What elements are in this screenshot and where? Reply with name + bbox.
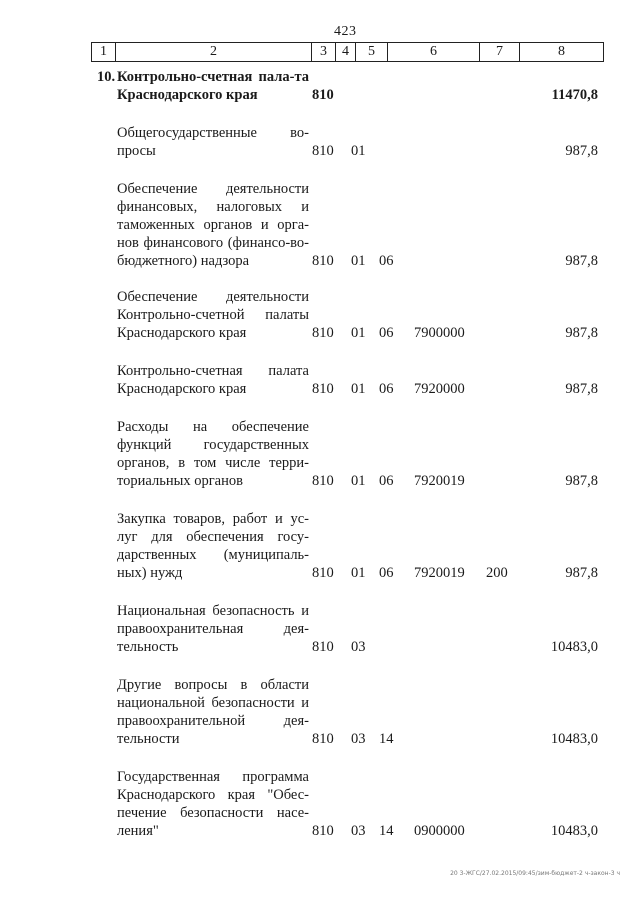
cell-csr: 7920000 xyxy=(414,381,465,397)
cell-ved: 810 xyxy=(312,565,334,581)
cell-rz: 01 xyxy=(351,381,366,397)
row-description: Обеспечение деятельности Контрольно-счетной палаты Краснодарского края xyxy=(117,289,309,341)
row-description: Закупка товаров, работ и ус-луг для обеспечения госу-дарственных (муниципаль-ных) нужд xyxy=(117,511,309,581)
page-number: 423 xyxy=(334,24,357,39)
cell-rz: 01 xyxy=(351,325,366,341)
cell-ved: 810 xyxy=(312,381,334,397)
cell-rz: 01 xyxy=(351,565,366,581)
row-description: Государственная программа Краснодарского края "Обес-печение безопасности насе-ления" xyxy=(117,769,309,839)
cell-amount: 11470,8 xyxy=(551,87,598,103)
row-description: Обеспечение деятельности финансовых, налоговых и таможенных органов и орга-нов финансового (финансо-во-бюджетного) надзора xyxy=(117,181,309,269)
cell-amount: 10483,0 xyxy=(550,639,598,655)
cell-pr: 14 xyxy=(379,823,394,839)
cell-rz: 03 xyxy=(351,639,366,655)
table-header-row xyxy=(91,42,604,62)
cell-rz: 01 xyxy=(351,473,366,489)
cell-pr: 06 xyxy=(379,473,394,489)
cell-rz: 03 xyxy=(351,823,366,839)
cell-amount: 987,8 xyxy=(565,473,598,489)
cell-amount: 987,8 xyxy=(565,325,598,341)
cell-ved: 810 xyxy=(312,473,334,489)
cell-pr: 06 xyxy=(379,253,394,269)
header-col-2: 2 xyxy=(116,43,312,61)
cell-amount: 987,8 xyxy=(565,381,598,397)
cell-amount: 10483,0 xyxy=(550,731,598,747)
cell-csr: 7900000 xyxy=(414,325,465,341)
cell-amount: 10483,0 xyxy=(550,823,598,839)
cell-vr: 200 xyxy=(486,565,508,581)
footer-stamp: 20 3-ЖГС/27.02.2015/09:45/зим-бюджет-2 ч-закон-3 ч xyxy=(450,870,620,877)
cell-pr: 06 xyxy=(379,381,394,397)
row-description: Контрольно-счетная пала-та Краснодарского края xyxy=(117,69,309,103)
cell-rz: 01 xyxy=(351,143,366,159)
row-description: Общегосударственные во-просы xyxy=(117,125,309,159)
cell-ved: 810 xyxy=(312,639,334,655)
cell-amount: 987,8 xyxy=(565,565,598,581)
header-col-6: 6 xyxy=(388,43,480,61)
cell-csr: 7920019 xyxy=(414,565,465,581)
cell-ved: 810 xyxy=(312,325,334,341)
cell-csr: 7920019 xyxy=(414,473,465,489)
row-description: Расходы на обеспечение функций государственных органов, в том числе терри-ториальных органов xyxy=(117,419,309,489)
cell-amount: 987,8 xyxy=(565,143,598,159)
cell-pr: 14 xyxy=(379,731,394,747)
row-description: Другие вопросы в области национальной безопасности и правоохранительной дея-тельности xyxy=(117,677,309,747)
row-description: Национальная безопасность и правоохранительная дея-тельность xyxy=(117,603,309,655)
cell-ved: 810 xyxy=(312,823,334,839)
cell-pr: 06 xyxy=(379,565,394,581)
cell-ved: 810 xyxy=(312,143,334,159)
cell-amount: 987,8 xyxy=(565,253,598,269)
cell-csr: 0900000 xyxy=(414,823,465,839)
header-col-1: 1 xyxy=(92,43,116,61)
header-col-8: 8 xyxy=(558,44,565,59)
cell-rz: 01 xyxy=(351,253,366,269)
cell-ved: 810 xyxy=(312,87,334,103)
cell-rz: 03 xyxy=(351,731,366,747)
cell-ved: 810 xyxy=(312,253,334,269)
header-col-3: 3 xyxy=(312,43,336,61)
row-description: Контрольно-счетная палата Краснодарского края xyxy=(117,363,309,397)
cell-pr: 06 xyxy=(379,325,394,341)
header-col-4: 4 xyxy=(336,43,356,61)
row-number: 10. xyxy=(97,69,116,85)
header-col-7: 7 xyxy=(480,43,520,61)
cell-ved: 810 xyxy=(312,731,334,747)
header-col-5: 5 xyxy=(356,43,388,61)
